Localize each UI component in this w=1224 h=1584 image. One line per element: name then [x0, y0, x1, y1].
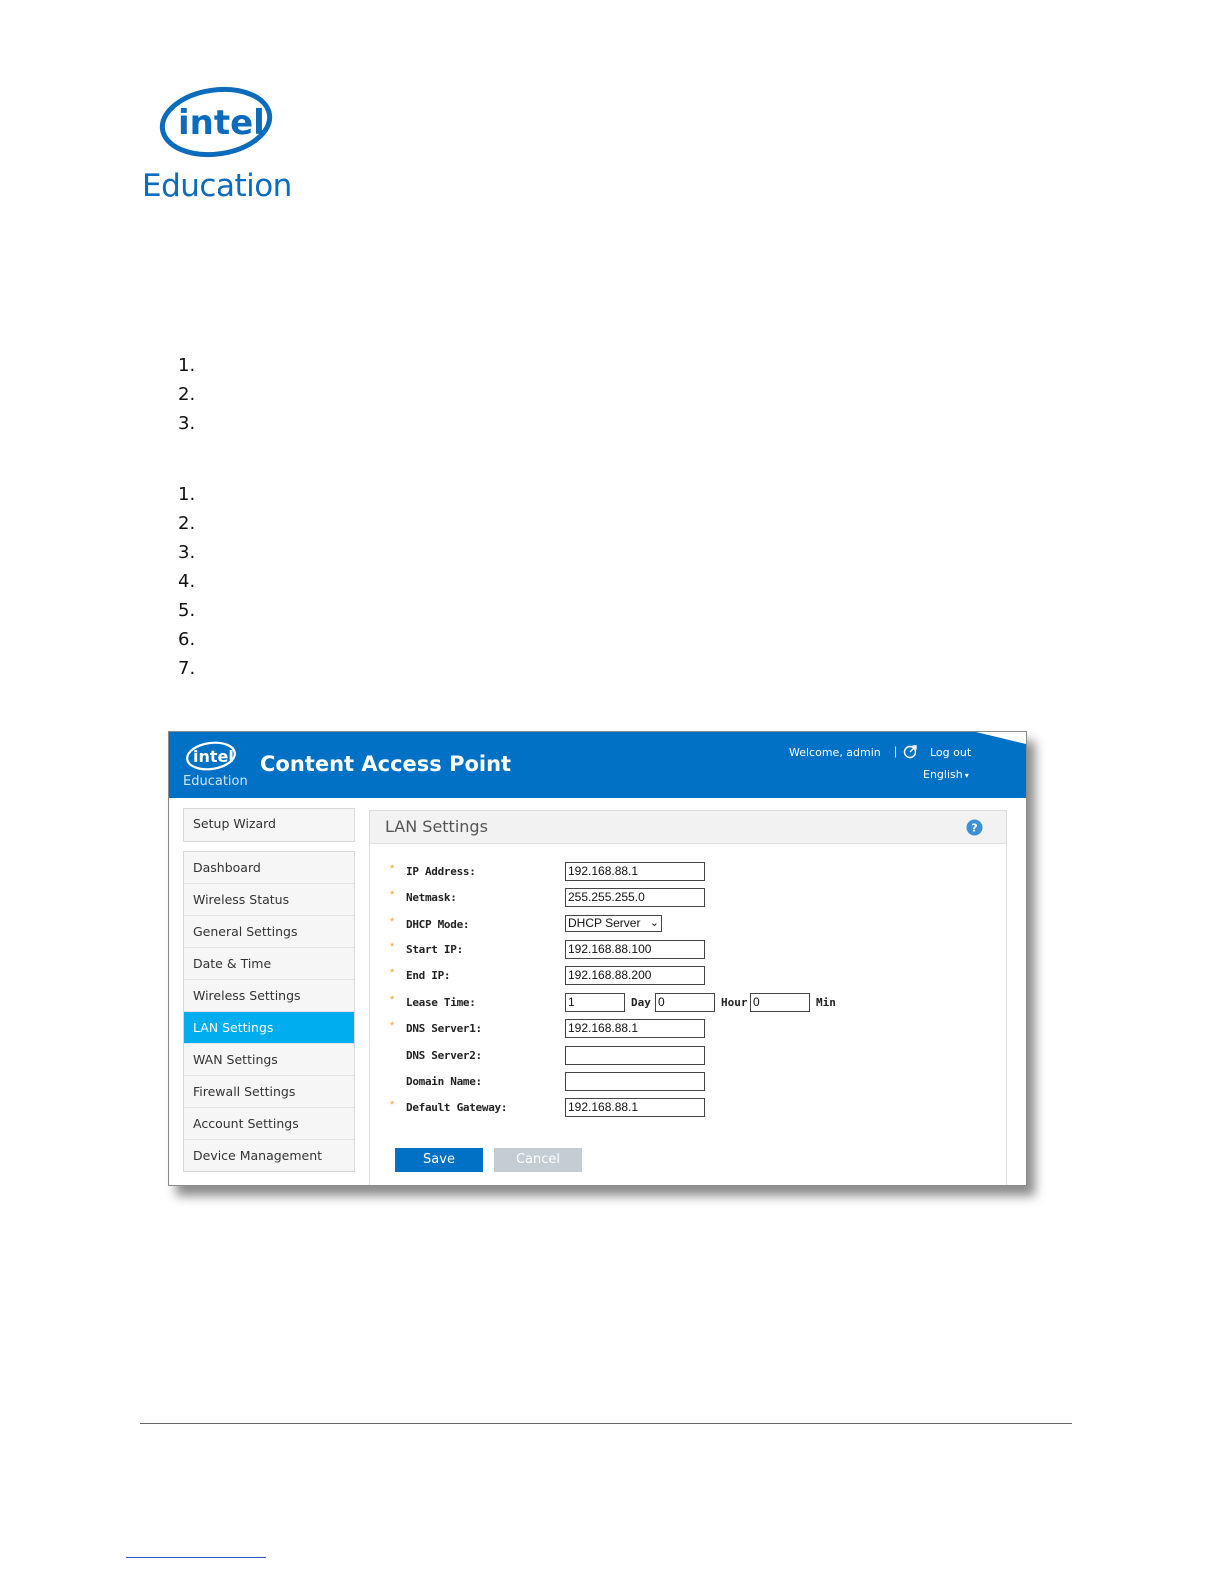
- dhcp-mode-select[interactable]: [565, 915, 662, 932]
- netmask-label: Netmask:: [406, 891, 457, 904]
- chevron-down-icon: ⌄: [649, 917, 659, 929]
- required-mark: *: [390, 941, 395, 953]
- required-mark: *: [390, 994, 395, 1006]
- sidebar-item-firewall-settings[interactable]: Firewall Settings: [184, 1076, 354, 1108]
- start-ip-row: [390, 940, 990, 960]
- dns-server2-label: DNS Server2:: [406, 1049, 482, 1062]
- lease-day-input[interactable]: 1: [565, 993, 625, 1012]
- lease-time-row: [390, 993, 990, 1013]
- dhcp-mode-value: DHCP Server: [568, 916, 641, 930]
- footer-link-underline: [126, 1557, 266, 1558]
- dns-server1-row: [390, 1019, 990, 1039]
- panel-header: [370, 811, 1006, 844]
- ip-address-input[interactable]: 192.168.88.1: [565, 862, 705, 881]
- dns-server2-input[interactable]: [565, 1046, 705, 1065]
- netmask-row: [390, 888, 990, 908]
- domain-name-row: [390, 1072, 990, 1092]
- intel-logo-icon: [183, 740, 239, 774]
- logo-education-text: Education: [142, 168, 292, 204]
- domain-name-input[interactable]: [565, 1072, 705, 1091]
- panel-title: LAN Settings: [385, 817, 488, 836]
- default-gateway-row: [390, 1098, 990, 1118]
- intel-education-logo: [142, 80, 292, 210]
- default-gateway-label: Default Gateway:: [406, 1101, 508, 1114]
- footer-divider: [140, 1423, 1072, 1424]
- sidebar-item-account-settings[interactable]: Account Settings: [184, 1108, 354, 1140]
- list-item: 6.: [178, 629, 196, 650]
- save-button[interactable]: Save: [395, 1148, 483, 1172]
- lan-settings-panel: [369, 810, 1007, 1186]
- logout-icon[interactable]: [903, 744, 918, 759]
- header-separator: |: [894, 744, 898, 758]
- header-logo-mark: intel: [193, 747, 234, 766]
- dns-server1-input[interactable]: 192.168.88.1: [565, 1019, 705, 1038]
- sidebar-item-device-management[interactable]: Device Management: [184, 1140, 354, 1171]
- list-item: 1.: [178, 355, 196, 376]
- lease-min-input[interactable]: 0: [750, 993, 810, 1012]
- header-corner-fold: [976, 732, 1026, 744]
- required-mark: *: [390, 863, 395, 875]
- sidebar: [183, 808, 355, 1172]
- domain-name-label: Domain Name:: [406, 1075, 482, 1088]
- logo-mark-text: intel: [178, 103, 265, 143]
- netmask-input[interactable]: 255.255.255.0: [565, 888, 705, 907]
- required-mark: *: [390, 967, 395, 979]
- language-label: English: [923, 768, 963, 781]
- sidebar-item-wireless-status[interactable]: Wireless Status: [184, 884, 354, 916]
- required-mark: *: [390, 1099, 395, 1111]
- lease-min-unit: Min: [816, 996, 836, 1009]
- sidebar-item-general-settings[interactable]: General Settings: [184, 916, 354, 948]
- list-item: 2.: [178, 513, 196, 534]
- lease-time-label: Lease Time:: [406, 996, 476, 1009]
- end-ip-row: [390, 966, 990, 986]
- required-mark: *: [390, 1020, 395, 1032]
- dhcp-mode-label: DHCP Mode:: [406, 918, 470, 931]
- sidebar-item-label: Setup Wizard: [184, 809, 354, 839]
- sidebar-menu: [183, 851, 355, 1172]
- lease-hour-input[interactable]: 0: [655, 993, 715, 1012]
- list-item: 2.: [178, 384, 196, 405]
- sidebar-item-lan-settings[interactable]: LAN Settings: [184, 1012, 354, 1044]
- start-ip-label: Start IP:: [406, 943, 463, 956]
- end-ip-label: End IP:: [406, 969, 451, 982]
- help-icon[interactable]: [966, 819, 983, 836]
- lease-day-unit: Day: [631, 996, 651, 1009]
- header-logo: [183, 740, 263, 792]
- svg-text:?: ?: [971, 821, 978, 835]
- caret-down-icon: ▾: [964, 771, 969, 780]
- dhcp-mode-row: [390, 915, 990, 935]
- lan-settings-screenshot: [168, 731, 1027, 1186]
- list-item: 7.: [178, 658, 196, 679]
- dns-server2-row: [390, 1046, 990, 1066]
- sidebar-item-wireless-settings[interactable]: Wireless Settings: [184, 980, 354, 1012]
- language-selector[interactable]: [923, 768, 969, 781]
- list-item: 5.: [178, 600, 196, 621]
- sidebar-item-wan-settings[interactable]: WAN Settings: [184, 1044, 354, 1076]
- ip-address-label: IP Address:: [406, 865, 476, 878]
- app-header: [169, 732, 1026, 798]
- list-item: 1.: [178, 484, 196, 505]
- ip-address-row: [390, 862, 990, 882]
- list-item: 4.: [178, 571, 196, 592]
- logout-link[interactable]: Log out: [930, 746, 972, 759]
- start-ip-input[interactable]: 192.168.88.100: [565, 940, 705, 959]
- required-mark: *: [390, 889, 395, 901]
- list-item: 3.: [178, 413, 196, 434]
- lease-hour-unit: Hour: [721, 996, 748, 1009]
- intel-logo-icon: [156, 84, 274, 158]
- required-mark: *: [390, 916, 395, 928]
- end-ip-input[interactable]: 192.168.88.200: [565, 966, 705, 985]
- welcome-text: Welcome, admin: [789, 746, 881, 759]
- sidebar-item-date-time[interactable]: Date & Time: [184, 948, 354, 980]
- header-logo-sub: Education: [183, 774, 248, 789]
- cancel-button[interactable]: Cancel: [494, 1148, 582, 1172]
- default-gateway-input[interactable]: 192.168.88.1: [565, 1098, 705, 1117]
- sidebar-item-setup-wizard[interactable]: [183, 808, 355, 842]
- list-item: 3.: [178, 542, 196, 563]
- sidebar-item-dashboard[interactable]: Dashboard: [184, 852, 354, 884]
- app-title: Content Access Point: [260, 752, 512, 776]
- dns-server1-label: DNS Server1:: [406, 1022, 482, 1035]
